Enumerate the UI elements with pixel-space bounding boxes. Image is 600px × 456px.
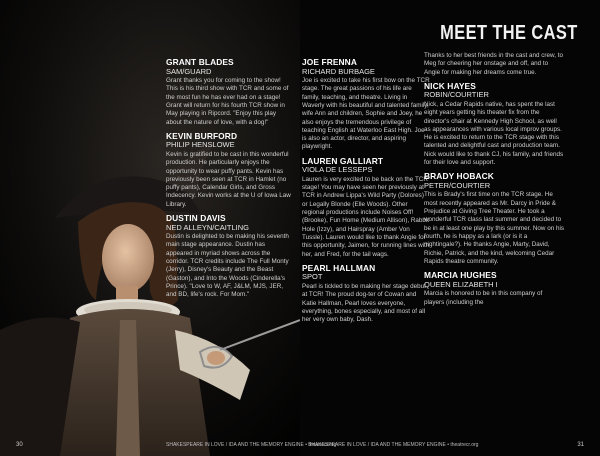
cast-role: PHILIP HENSLOWE [166, 140, 235, 150]
cast-bio-text: Pearl is tickled to be making her stage debut at TCR! The proud dog-ter of Cowan and Katie Hallman, Pearl loves everyone, everything, bones especially, and most of all her very own baby, Dash. [302, 282, 426, 324]
cast-bio-text: Grant thanks you for coming to the show! This is his third show with TCR and some of the most fun he has ever had on a stage! Grant will return for his fourth TCR show in May playing in Ripcord. "Enjoy this play about the nature of love, with a dog!" [166, 77, 289, 126]
cast-name: GRANT BLADES [166, 57, 234, 67]
cast-bio-text: Lauren is very excited to be back on the TCR stage! You may have seen her previously at TCR in Andrew Lippa's Wild Party (Dolores) or Legally Blonde (Elle Woods). Other regional productions include Noises Off! (Brooke), Fun Home (Medium Allison), Rabbit Hole (Izzy), and Hairspray (Amber Von Tussle). Lauren would like to thank Angie for this opportunity, Jaimen, for running lines with her, and Fred, for the tail wags. [302, 175, 430, 258]
page-number-right: 31 [577, 442, 584, 448]
cast-name: MARCIA HUGHES [424, 270, 497, 281]
cast-bio-text: Kevin is gratified to be cast in this wonderful production. He particularly enjoys the opportunity to wear puffy pants. Kevin has previously been seen at TCR in Hamlet (no puffy pants), Calendar Girls, and Gross Indecency. Kevin works at the U of Iowa Law Library. [166, 150, 291, 208]
cast-bio [166, 132, 291, 209]
cast-role: VIOLA DE LESSEPS [302, 165, 373, 175]
footer-text-right: SHAKESPEARE IN LOVE / IDA AND THE MEMORY ENGINE • theatrecr.org [308, 442, 479, 448]
cast-bio-text: Thanks to her best friends in the cast and crew, to Meg for cheering her onstage and off, and to Angie for making her dreams come true. [424, 52, 563, 76]
cast-role: ROBIN/COURTIER [424, 90, 489, 100]
cast-name: JOE FRENNA [302, 57, 357, 67]
cast-role: RICHARD BURBAGE [302, 66, 375, 76]
cast-role: QUEEN ELIZABETH I [424, 279, 498, 289]
cast-name: LAUREN GALLIART [302, 155, 384, 166]
cast-bio [166, 214, 291, 299]
cast-name: BRADY HOBACK [424, 171, 494, 182]
cast-bio [424, 271, 564, 307]
cast-bio-text: This is Brady's first time on the TCR stage. He most recently appeared as Mr. Darcy in Pride & Prejudice at Giving Tree Theater. He took a wonderful TCR class last summer and decided to be in at least one play by this summer. Now on his fourth, he is happy as a lark (or is it a nightingale?). He thanks Angie, Marty, David, Richie, Patrick, and the kind, welcoming Cedar Rapids theatre community. [424, 191, 565, 265]
cast-bio-text: Marcia is honored to be in this company of players (including the [424, 290, 543, 306]
cast-bio-continued [424, 52, 564, 77]
cast-column-3 [424, 52, 564, 312]
cast-bio [166, 58, 291, 127]
cast-bio [424, 172, 564, 266]
cast-role: SAM/GUARD [166, 66, 212, 76]
cast-column-1 [166, 58, 291, 305]
cast-bio-text: Dustin is delighted to be making his seventh main stage appearance. Dustin has appeared in myriad shows across the corridor. TCR credits include The Full Monty (Jerry), Disney's Beauty and the Beast (Gaston), and Into the Woods (Cinderella's Prince). "Love to W, AF, J&LM, MJS, JER, and BD, life's rock. For Mom." [166, 233, 289, 299]
cast-name: NICK HAYES [424, 80, 476, 91]
footer-text-left: SHAKESPEARE IN LOVE / IDA AND THE MEMORY ENGINE • theatrecr.org [166, 442, 337, 448]
cast-bio [302, 264, 430, 325]
cast-name: KEVIN BURFORD [166, 130, 238, 141]
cast-bio [424, 82, 564, 167]
cast-bio [302, 58, 430, 152]
cast-role: NED ALLEYN/CAITLING [166, 222, 249, 232]
cast-bio-text: Nick, a Cedar Rapids native, has spent the last eight years getting his theater fix from the director's chair at Kennedy High School, as well as appearances with various local improv groups. He is excited to return to the TCR stage with this talented and delightful cast and production team. Nick would like to thank CJ, his family, and friends for their love and support. [424, 100, 564, 167]
cast-name: PEARL HALLMAN [302, 262, 376, 273]
cast-column-2 [302, 58, 430, 329]
page-title: MEET THE CAST [440, 22, 578, 44]
cast-bio-text: Joe is excited to take his first bow on the TCR stage. The great passions of his life are family, teaching, and theatre. Living in Waverly with his beautiful and talented family, wife Ann and children, Sophie and Joey, he also enjoys the tremendous privilege of teaching English at Waterloo East High. Joe is also an actor, director, and aspiring playwright. [302, 77, 430, 151]
cast-role: PETER/COURTIER [424, 180, 491, 190]
cast-bio [302, 157, 430, 259]
page-number-left: 30 [16, 442, 23, 448]
cast-role: SPOT [302, 272, 323, 282]
cast-name: DUSTIN DAVIS [166, 213, 226, 224]
